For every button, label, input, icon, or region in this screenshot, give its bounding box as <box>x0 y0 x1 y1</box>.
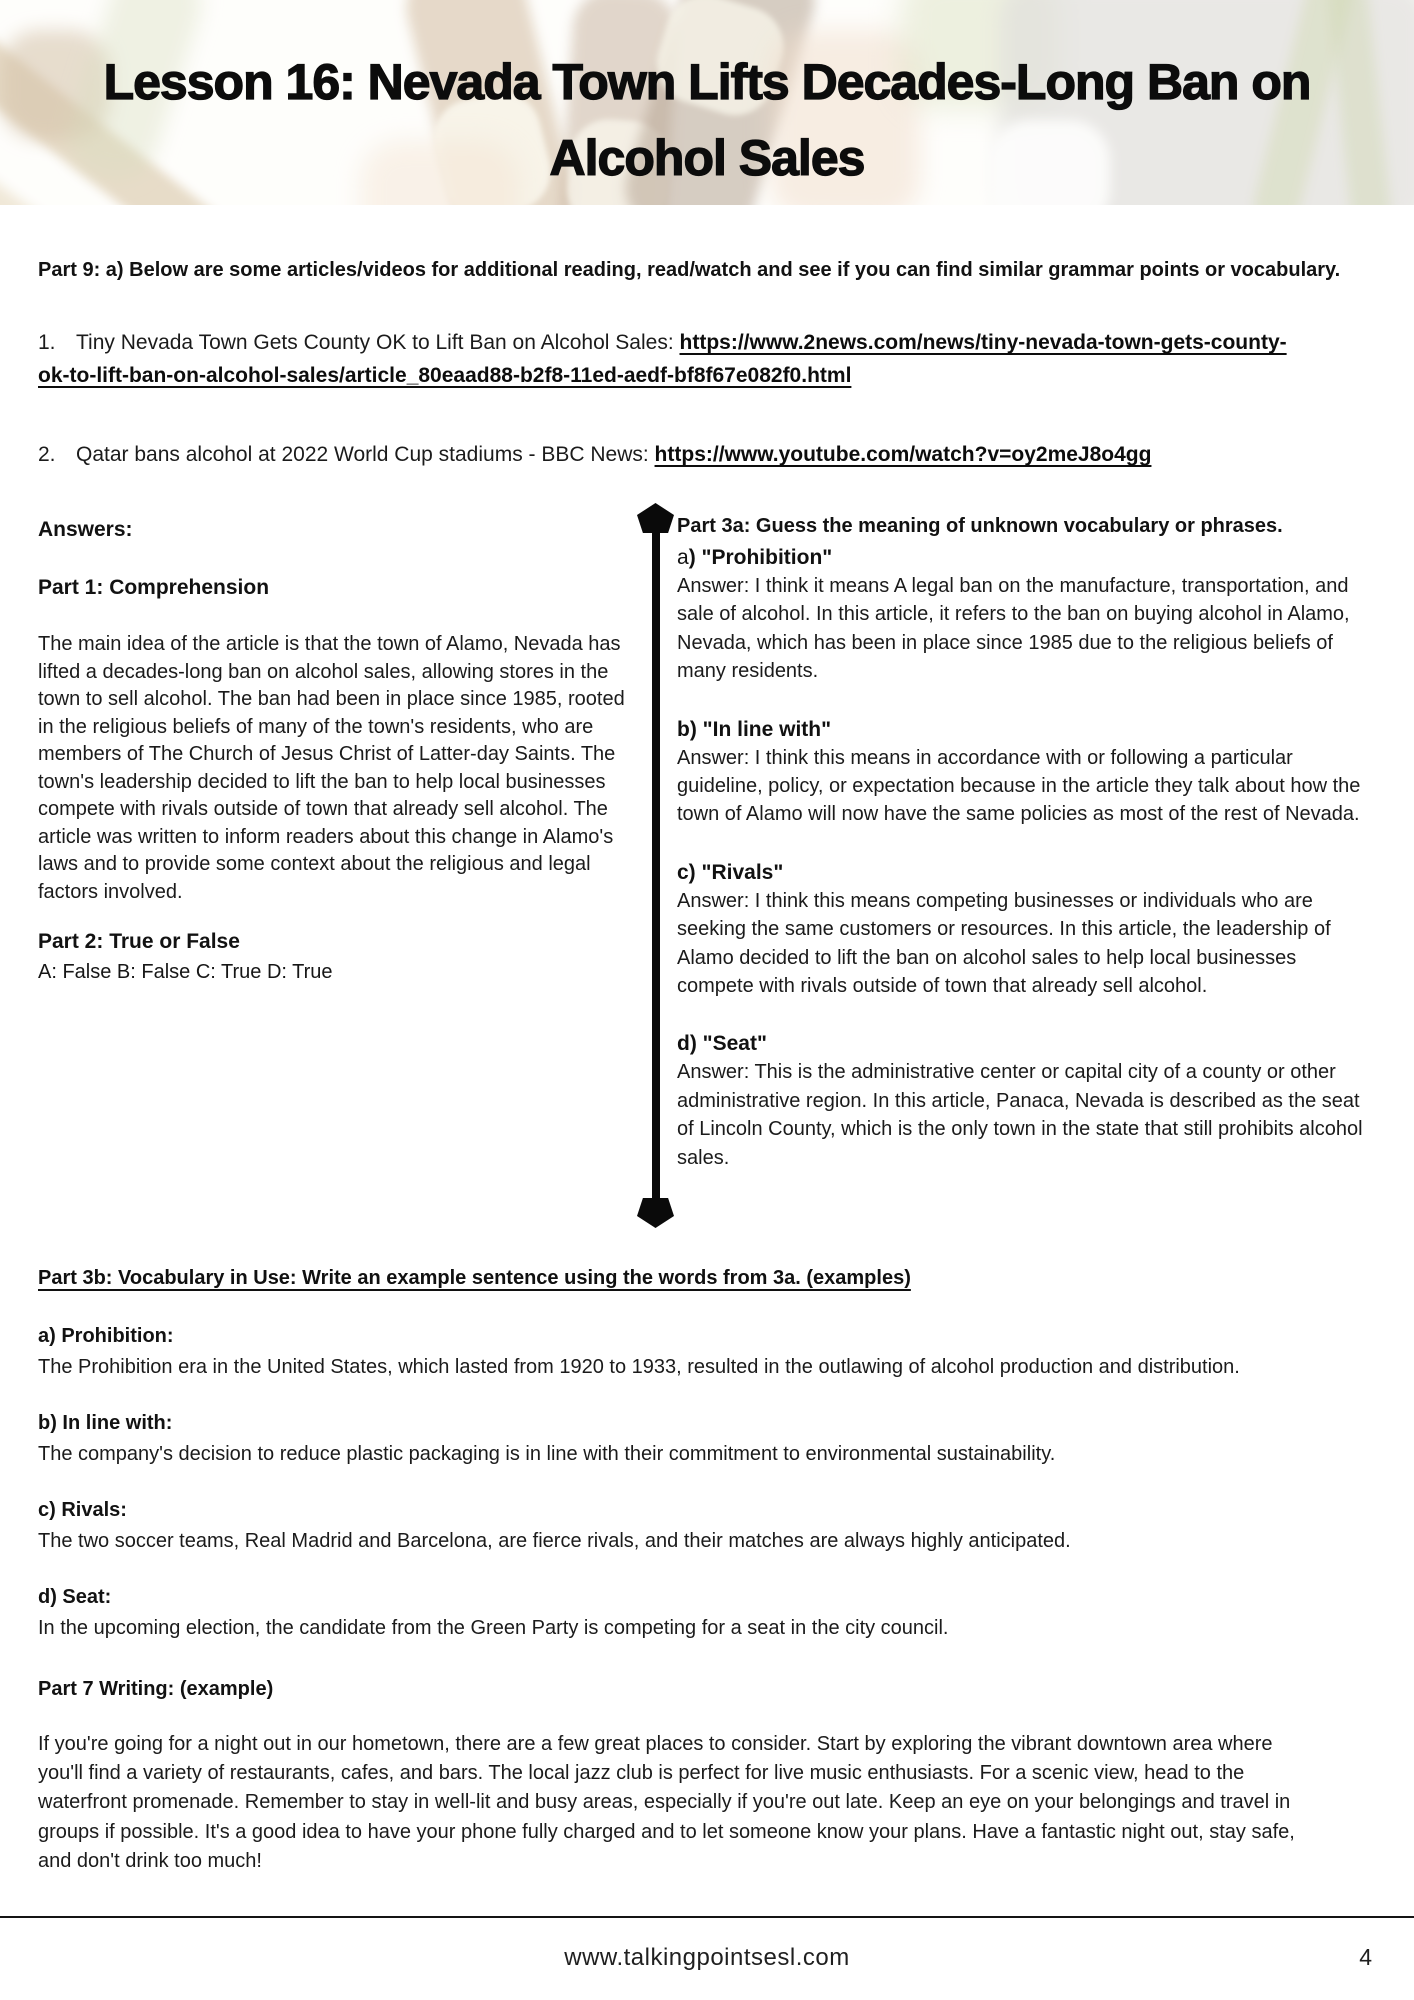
vocab-label-term: b) "In line with" <box>677 717 832 741</box>
reading-link-item-1 <box>38 326 1308 392</box>
example-entry-prohibition <box>38 1322 1310 1382</box>
part1-answer-text: The main idea of the article is that the town of Alamo, Nevada has lifted a decades-long ban on alcohol sales, allowing stores in the town to sell alcohol. The ban had been in place since 1985, rooted in the religious beliefs of many of the town's residents, who are members of The Church of Jesus Christ of Latter-day Saints. The town's leadership decided to lift the ban to help local businesses compete with rivals outside of town that already sell alcohol. The article was written to inform readers about this change in Alamo's laws and to provide some context about the religious and legal factors involved. <box>38 633 625 903</box>
vocab-label-term: d) "Seat" <box>677 1032 767 1056</box>
vocab-label-term: c) "Rivals" <box>677 860 784 884</box>
part9-intro: Part 9: a) Below are some articles/videos for additional reading, read/watch and see if you can find similar grammar points or vocabulary. <box>38 259 1341 281</box>
part9-section <box>38 255 1378 517</box>
vocab-entry-label <box>677 1029 1369 1058</box>
example-entry-in-line-with <box>38 1409 1310 1469</box>
vocab-entry-answer: Answer: I think this means competing businesses or individuals who are seeking the same customers or resources. In this article, the leadership of Alamo decided to lift the ban on alcohol sales to help local businesses compete with rivals outside of town that already sell alcohol. <box>677 889 1331 998</box>
footer-page-number: 4 <box>1359 1944 1372 1970</box>
example-sentence: The two soccer teams, Real Madrid and Barcelona, are fierce rivals, and their matches are always highly anticipated. <box>38 1530 1071 1552</box>
column-divider <box>637 503 674 1228</box>
example-label: a) Prohibition: <box>38 1325 174 1347</box>
page-title-line1: Lesson 16: Nevada Town Lifts Decades-Long Ban on <box>103 54 1311 110</box>
vocab-label-term: ) "Prohibition" <box>688 546 833 569</box>
list-item-text: Tiny Nevada Town Gets County OK to Lift Ban on Alcohol Sales: <box>76 331 680 354</box>
example-sentence: In the upcoming election, the candidate from the Green Party is competing for a seat in the city council. <box>38 1617 949 1639</box>
part1-heading: Part 1: Comprehension <box>38 576 270 599</box>
footer-website: www.talkingpointsesl.com <box>564 1944 850 1971</box>
video-link-youtube[interactable]: https://www.youtube.com/watch?v=oy2meJ8o4gg <box>654 443 1152 466</box>
list-number: 1. <box>38 331 56 354</box>
vocab-entry-prohibition <box>677 543 1369 686</box>
vocab-entry-label <box>677 543 1369 572</box>
example-sentence: The Prohibition era in the United States, which lasted from 1920 to 1933, resulted in the outlawing of alcohol production and distribution. <box>38 1356 1240 1378</box>
list-item-text: Qatar bans alcohol at 2022 World Cup stadiums - BBC News: <box>76 443 655 466</box>
vocab-entry-label <box>677 715 1369 744</box>
example-label: c) Rivals: <box>38 1499 127 1521</box>
vocab-entry-seat <box>677 1029 1369 1172</box>
reading-link-item-2 <box>38 438 1308 471</box>
vocab-label-prefix: a <box>677 546 689 569</box>
part3a-heading: Part 3a: Guess the meaning of unknown vocabulary or phrases. <box>677 515 1283 537</box>
answers-column <box>38 515 626 987</box>
list-number: 2. <box>38 443 56 466</box>
part3b-heading: Part 3b: Vocabulary in Use: Write an example sentence using the words from 3a. (examples) <box>38 1267 911 1289</box>
vocab-entry-in-line-with <box>677 715 1369 829</box>
part3b-section <box>38 1264 1310 1876</box>
divider-line <box>652 527 660 1204</box>
vocab-entry-rivals <box>677 858 1369 1001</box>
vocab-entry-answer: Answer: This is the administrative center or capital city of a county or other administrative region. In this article, Panaca, Nevada is described as the seat of Lincoln County, which is the only town in the state that still prohibits alcohol sales. <box>677 1061 1363 1169</box>
header-banner <box>0 0 1414 205</box>
part2-answer-text: A: False B: False C: True D: True <box>38 961 333 983</box>
example-sentence: The company's decision to reduce plastic packaging is in line with their commitment to environmental sustainability. <box>38 1443 1056 1465</box>
vocab-entry-answer: Answer: I think it means A legal ban on the manufacture, transportation, and sale of alcohol. In this article, it refers to the ban on buying alcohol in Alamo, Nevada, which has been in place since 1985 due to the religious beliefs of many residents. <box>677 575 1350 683</box>
example-label: b) In line with: <box>38 1412 173 1434</box>
answers-label: Answers: <box>38 518 133 541</box>
page-title <box>0 44 1414 196</box>
reading-links-list <box>38 326 1308 471</box>
example-label: d) Seat: <box>38 1586 112 1608</box>
vocab-entry-label <box>677 858 1369 887</box>
footer-divider-line <box>0 1916 1414 1918</box>
part3a-column <box>677 512 1369 1172</box>
vocab-entry-answer: Answer: I think this means in accordance with or following a particular guideline, policy, or expectation because in the article they talk about how the town of Alamo will now have the same policies as most of the rest of Nevada. <box>677 746 1361 826</box>
part7-example-text: If you're going for a night out in our hometown, there are a few great places to consider. Start by exploring the vibrant downtown area where you'll find a variety of restaurants, cafes, and bars. The local jazz club is perfect for live music enthusiasts. For a scenic view, head to the waterfront promenade. Remember to stay in well-lit and busy areas, especially if you're out late. Keep an eye on your belongings and travel in groups if possible. It's a good idea to have your phone fully charged and to let someone know your plans. Have a fantastic night out, stay safe, and don't drink too much! <box>38 1733 1295 1872</box>
part7-heading: Part 7 Writing: (example) <box>38 1678 274 1700</box>
example-entry-seat <box>38 1583 1310 1643</box>
divider-pentagon-bottom-icon <box>637 1198 674 1228</box>
article-link-2news[interactable]: https://www.2news.com/news/tiny-nevada-town-gets-county-ok-to-lift-ban-on-alcohol-sales/article_80eaad88-b2f8-11ed-aedf-bf8f67e082f0.html <box>38 331 1287 387</box>
page-title-line2: Alcohol Sales <box>549 130 865 186</box>
part2-heading: Part 2: True or False <box>38 930 240 953</box>
example-entry-rivals <box>38 1496 1310 1556</box>
